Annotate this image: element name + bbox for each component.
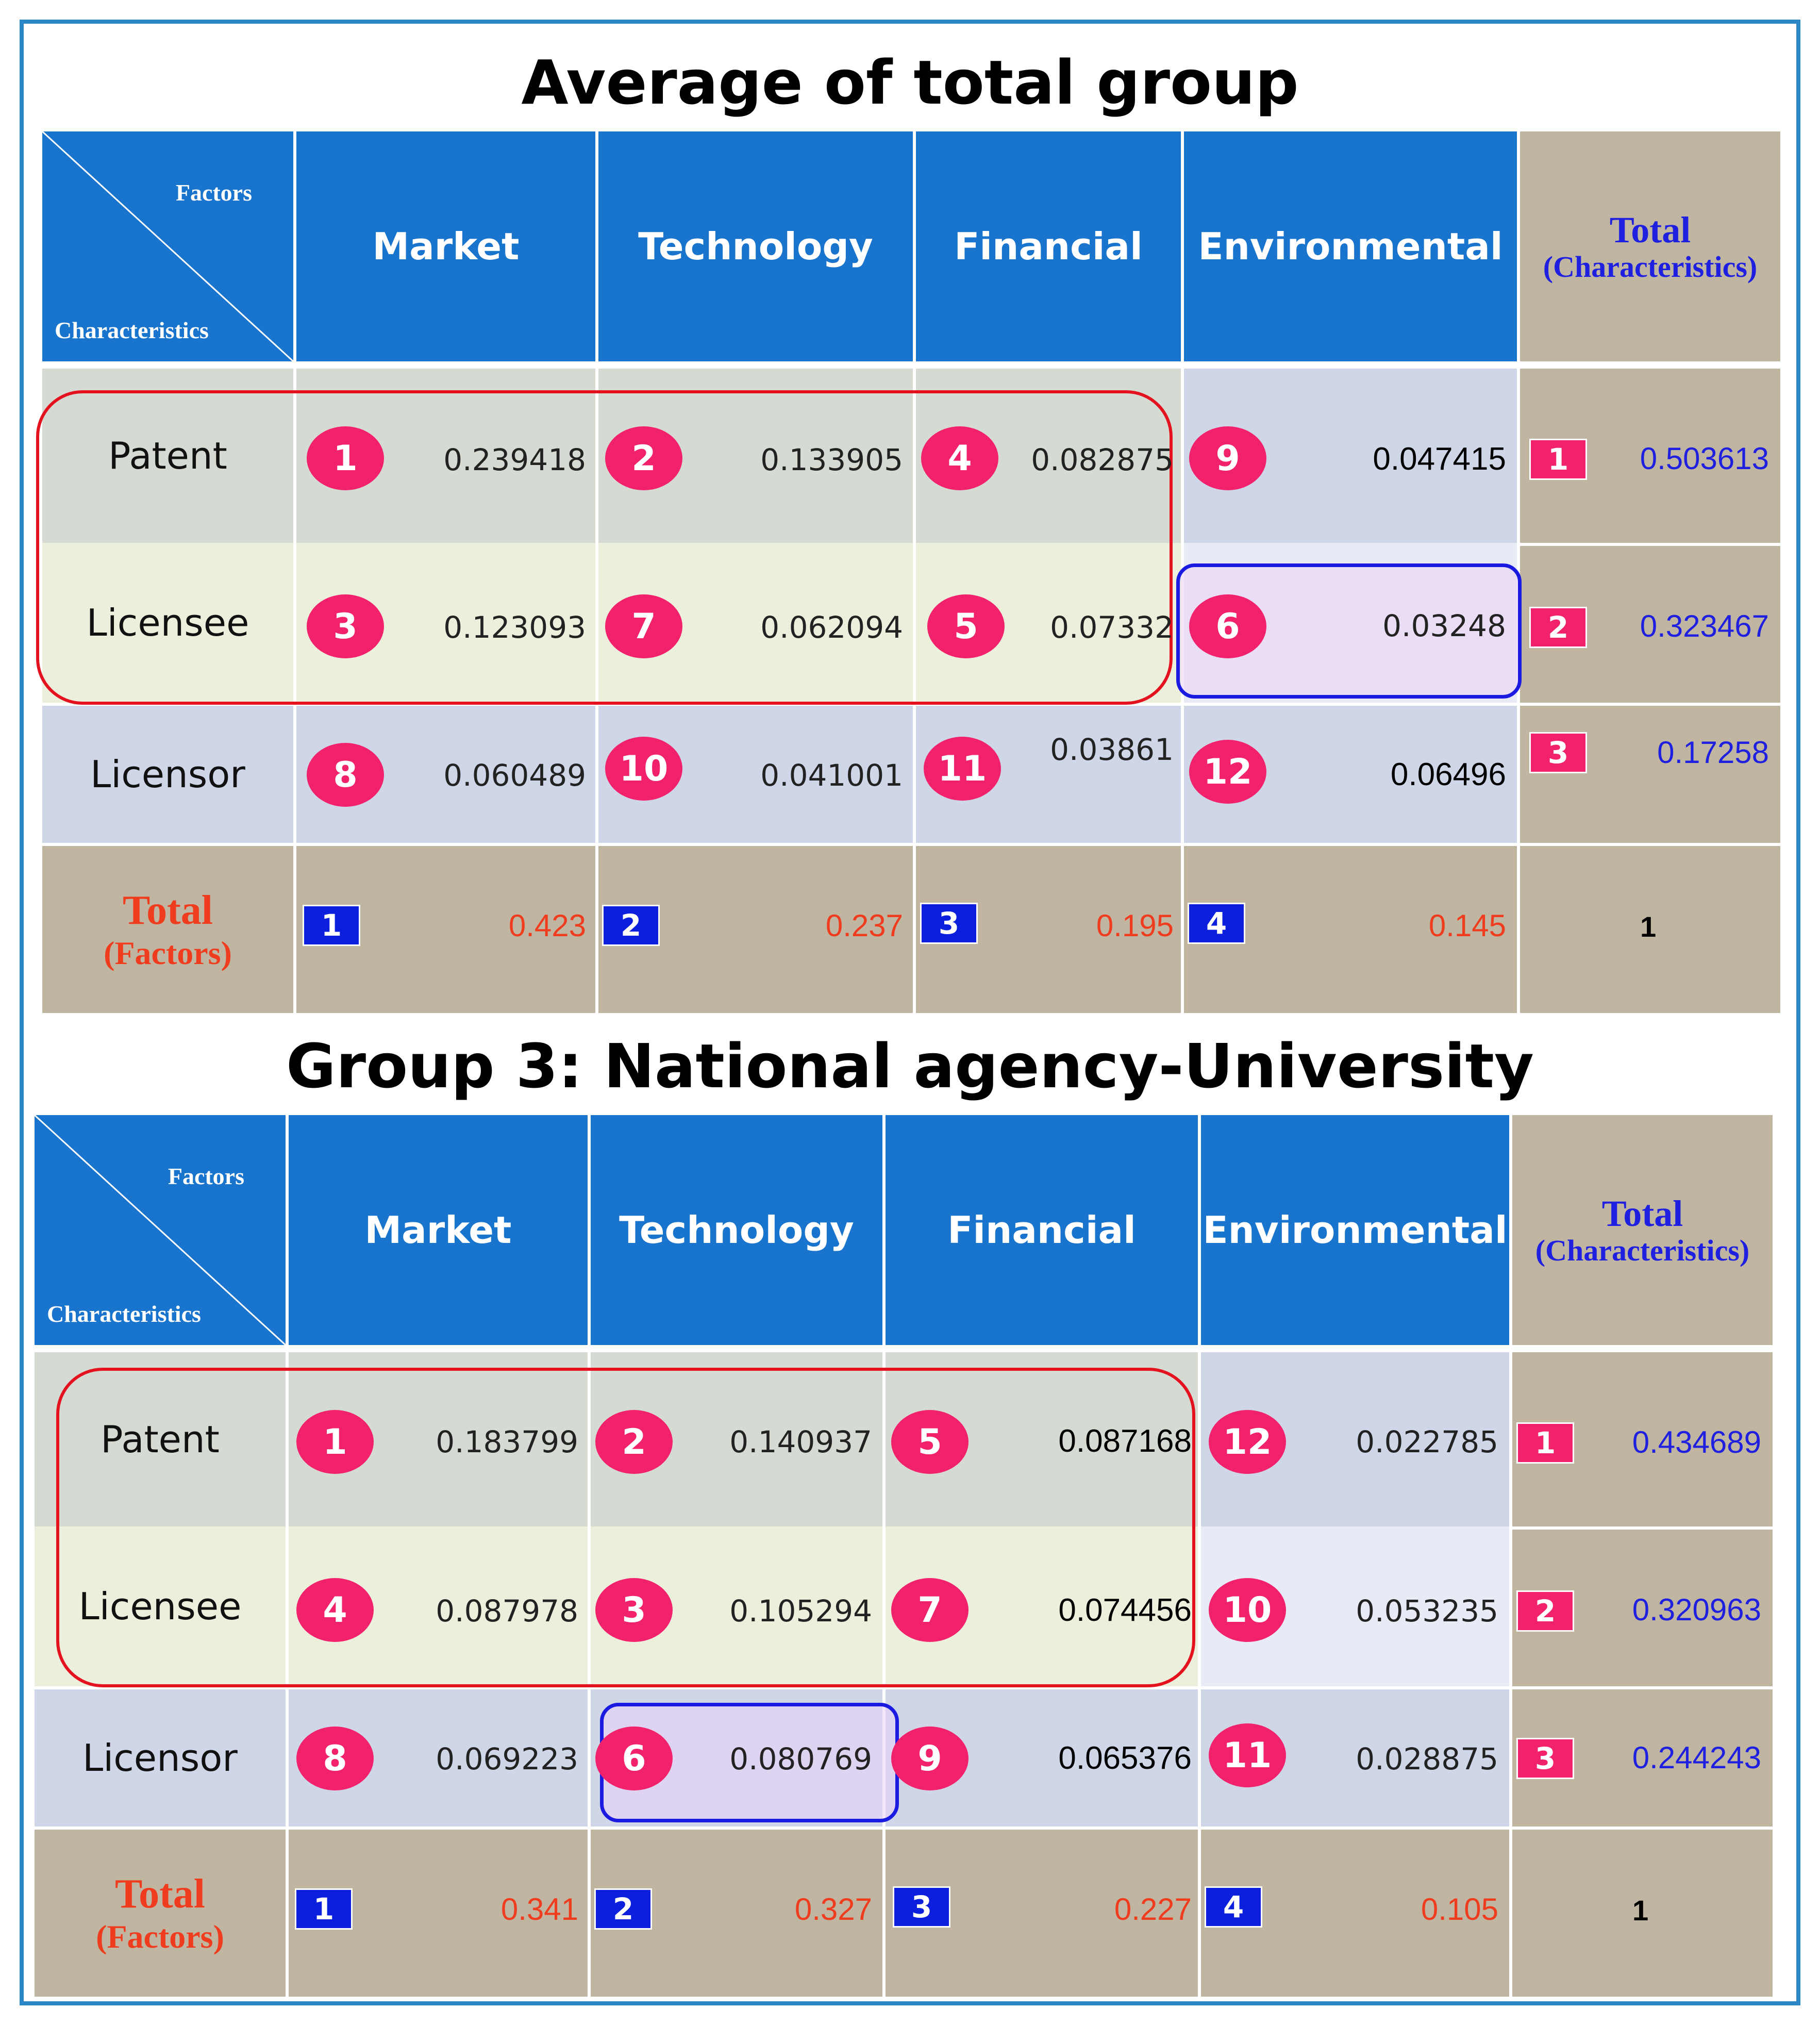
factor-rank-badge: 3 [920, 903, 978, 944]
grand-total-value: 1 [1640, 910, 1657, 943]
total-header-line2: (Characteristics) [1543, 250, 1758, 284]
total-characteristic-value: 0.434689 [1632, 1425, 1761, 1459]
factor-total-value: 0.327 [794, 1892, 872, 1927]
rank-badge: 12 [1209, 1410, 1286, 1474]
grid-line [1198, 1352, 1201, 1997]
header-total-characteristics [1512, 1115, 1773, 1345]
row-label-patent: Patent [42, 369, 293, 543]
total-rank-badge: 1 [1516, 1422, 1574, 1464]
weight-value: 0.028875 [1356, 1741, 1498, 1777]
weight-value: 0.03861 [1050, 732, 1174, 767]
factor-total-value: 0.145 [1428, 908, 1506, 943]
weight-value: 0.06496 [1390, 757, 1506, 792]
rank-badge: 4 [921, 426, 998, 490]
row-label-patent: Patent [35, 1352, 286, 1526]
weight-value: 0.087978 [436, 1594, 578, 1629]
weight-value: 0.074456 [1058, 1592, 1192, 1628]
total-rank-badge: 2 [1529, 607, 1587, 648]
rank-badge: 1 [307, 426, 384, 490]
factor-rank-badge: 1 [303, 905, 360, 946]
rank-badge: 10 [1209, 1578, 1286, 1642]
factor-rank-badge: 1 [295, 1888, 353, 1930]
total-factors-line1: Total [115, 1871, 205, 1917]
weight-value: 0.080769 [729, 1741, 872, 1777]
row-label-total-factors [42, 846, 293, 1013]
total-factors-line2: (Factors) [96, 1918, 224, 1955]
table-title: Group 3: National agency-University [286, 1031, 1534, 1102]
row-label-total-factors [35, 1830, 286, 1997]
header-market: Market [296, 131, 595, 361]
rank-badge: 11 [924, 737, 1001, 801]
total-header-line2: (Characteristics) [1535, 1233, 1750, 1267]
weight-value: 0.123093 [443, 610, 586, 645]
weight-value: 0.183799 [436, 1424, 578, 1459]
row-label-licensee: Licensee [42, 543, 293, 703]
factor-rank-badge: 4 [1205, 1886, 1262, 1928]
header-financial: Financial [916, 131, 1181, 361]
weight-value: 0.03248 [1382, 608, 1506, 643]
total-characteristic-value: 0.323467 [1640, 609, 1769, 643]
weight-value: 0.047415 [1373, 441, 1506, 477]
grid-line [1512, 1526, 1773, 1530]
weight-value: 0.082875 [1031, 442, 1174, 477]
corner-header [42, 131, 293, 361]
weight-value: 0.069223 [436, 1741, 578, 1777]
grand-total-value: 1 [1632, 1894, 1649, 1927]
highlight-box-red [36, 390, 1173, 705]
rank-badge: 4 [296, 1578, 374, 1642]
weight-value: 0.022785 [1356, 1424, 1498, 1459]
total-characteristic-value: 0.244243 [1632, 1740, 1761, 1775]
total-rank-badge: 3 [1516, 1738, 1574, 1779]
header-total-characteristics [1520, 131, 1780, 361]
row-label-licensor: Licensor [35, 1689, 286, 1827]
total-characteristic-value: 0.17258 [1657, 735, 1769, 770]
rank-badge: 5 [891, 1410, 969, 1474]
rank-badge: 8 [307, 743, 384, 807]
total-header-line1: Total [1609, 209, 1691, 251]
rank-badge: 11 [1209, 1723, 1286, 1787]
rank-badge: 2 [595, 1410, 673, 1474]
weight-value: 0.062094 [760, 610, 903, 645]
rank-badge: 7 [605, 594, 682, 658]
rank-badge: 1 [296, 1410, 374, 1474]
factor-rank-badge: 2 [602, 905, 660, 946]
corner-header [35, 1115, 286, 1345]
rank-badge: 12 [1189, 740, 1266, 804]
weight-value: 0.239418 [443, 442, 586, 477]
rank-badge: 6 [1189, 594, 1266, 658]
ahp-table-group-3 [35, 1115, 1773, 1997]
weight-value: 0.053235 [1356, 1594, 1498, 1629]
weight-value: 0.060489 [443, 758, 586, 793]
weight-value: 0.087168 [1058, 1423, 1192, 1459]
rank-badge: 9 [1189, 426, 1266, 490]
header-environmental: Environmental [1201, 1115, 1509, 1345]
weight-value: 0.105294 [729, 1594, 872, 1629]
row-label-licensor: Licensor [42, 706, 293, 843]
rank-badge: 3 [595, 1578, 673, 1642]
total-rank-badge: 3 [1529, 732, 1587, 773]
rank-badge: 2 [605, 426, 682, 490]
row-label-licensee: Licensee [35, 1526, 286, 1686]
factor-total-value: 0.237 [825, 908, 903, 943]
corner-factors-label: Factors [168, 1163, 244, 1189]
rank-badge: 7 [891, 1578, 969, 1642]
rank-badge: 9 [891, 1727, 969, 1790]
total-factors-line2: (Factors) [104, 935, 232, 972]
weight-value: 0.065376 [1058, 1740, 1192, 1776]
grid-line [1509, 1352, 1512, 1997]
table-title: Average of total group [521, 47, 1299, 118]
corner-characteristics-label: Characteristics [55, 317, 209, 343]
weight-value: 0.07332 [1050, 610, 1174, 645]
header-financial: Financial [886, 1115, 1198, 1345]
grid-line [1520, 543, 1780, 546]
ahp-table-total-group [42, 131, 1780, 1013]
rank-badge: 10 [605, 737, 682, 801]
header-market: Market [289, 1115, 588, 1345]
header-technology: Technology [598, 131, 913, 361]
factor-rank-badge: 3 [893, 1886, 950, 1928]
total-rank-badge: 2 [1516, 1590, 1574, 1632]
weight-value: 0.041001 [760, 758, 903, 793]
header-technology: Technology [591, 1115, 882, 1345]
rank-badge: 5 [927, 594, 1005, 658]
weight-value: 0.140937 [729, 1424, 872, 1459]
total-factors-line1: Total [123, 888, 213, 934]
factor-rank-badge: 2 [594, 1888, 652, 1930]
rank-badge: 6 [595, 1727, 673, 1790]
rank-badge: 8 [296, 1727, 374, 1790]
licensor-total-bg [1520, 706, 1780, 843]
total-characteristic-value: 0.320963 [1632, 1592, 1761, 1627]
factor-total-value: 0.423 [508, 908, 586, 943]
factor-total-value: 0.195 [1096, 908, 1174, 943]
total-rank-badge: 1 [1529, 439, 1587, 480]
corner-factors-label: Factors [175, 179, 252, 206]
weight-value: 0.133905 [760, 442, 903, 477]
rank-badge: 3 [307, 594, 384, 658]
factor-total-value: 0.341 [500, 1892, 578, 1927]
header-environmental: Environmental [1184, 131, 1517, 361]
factor-total-value: 0.227 [1114, 1892, 1192, 1927]
total-header-line1: Total [1601, 1192, 1683, 1234]
factor-rank-badge: 4 [1188, 903, 1245, 944]
total-characteristic-value: 0.503613 [1640, 441, 1769, 476]
factor-total-value: 0.105 [1421, 1892, 1498, 1927]
corner-characteristics-label: Characteristics [47, 1301, 201, 1327]
